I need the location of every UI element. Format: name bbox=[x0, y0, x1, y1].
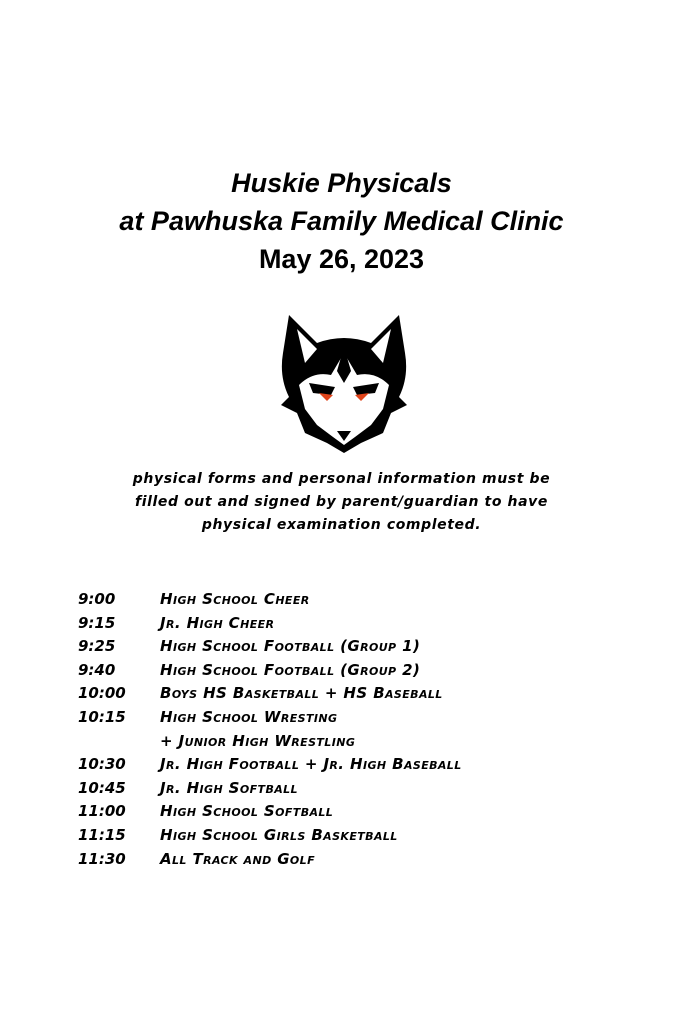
schedule-time: 11:15 bbox=[78, 825, 126, 844]
schedule-time: 9:15 bbox=[78, 613, 116, 632]
schedule-time: 10:30 bbox=[78, 755, 126, 774]
schedule-time bbox=[78, 730, 160, 754]
notice-text bbox=[40, 468, 643, 537]
schedule-row bbox=[78, 800, 658, 824]
schedule-row bbox=[78, 848, 658, 872]
title-block bbox=[0, 164, 683, 278]
schedule-time: 10:45 bbox=[78, 778, 126, 797]
schedule-event: Boys HS Basketball + HS Baseball bbox=[160, 684, 443, 703]
schedule-time: 11:00 bbox=[78, 802, 126, 821]
title-line-2: at Pawhuska Family Medical Clinic bbox=[119, 206, 564, 236]
schedule-event: High School Softball bbox=[160, 802, 334, 821]
schedule-row bbox=[78, 612, 658, 636]
schedule-row bbox=[78, 706, 658, 730]
schedule-event: Jr. High Football + Jr. High Baseball bbox=[160, 755, 462, 774]
schedule-row bbox=[78, 635, 658, 659]
schedule-event: High School Girls Basketball bbox=[160, 825, 398, 844]
husky-head-icon bbox=[279, 313, 409, 453]
schedule-row bbox=[78, 753, 658, 777]
schedule-row bbox=[78, 682, 658, 706]
schedule-event: All Track and Golf bbox=[160, 849, 316, 868]
schedule-row bbox=[78, 777, 658, 801]
schedule-event: High School Football (Group 1) bbox=[160, 637, 421, 656]
title-line-1: Huskie Physicals bbox=[231, 168, 452, 198]
notice-line-3: physical examination completed. bbox=[201, 517, 482, 533]
notice-line-1: physical forms and personal information must be bbox=[132, 471, 551, 487]
schedule-event: Jr. High Softball bbox=[160, 778, 298, 797]
schedule-event: Jr. High Cheer bbox=[160, 613, 275, 632]
schedule-event: High School Cheer bbox=[160, 590, 310, 608]
schedule-row bbox=[78, 659, 658, 683]
schedule-event: + Junior High Wrestling bbox=[160, 731, 356, 750]
schedule-time: 10:15 bbox=[78, 707, 126, 726]
schedule-event: High School Football (Group 2) bbox=[160, 660, 421, 679]
title-date: May 26, 2023 bbox=[258, 244, 425, 274]
schedule-time: 11:30 bbox=[78, 849, 126, 868]
schedule-time: 9:25 bbox=[78, 637, 116, 656]
schedule-row bbox=[78, 730, 658, 754]
schedule-time: 9:40 bbox=[78, 660, 116, 679]
notice-line-2: filled out and signed by parent/guardian to have bbox=[135, 494, 548, 510]
schedule-time: 10:00 bbox=[78, 684, 126, 703]
schedule-list bbox=[78, 588, 658, 871]
schedule-row bbox=[78, 824, 658, 848]
schedule-time: 9:00 bbox=[78, 590, 116, 608]
schedule-event: High School Wresting bbox=[160, 707, 338, 726]
schedule-row bbox=[78, 588, 658, 612]
